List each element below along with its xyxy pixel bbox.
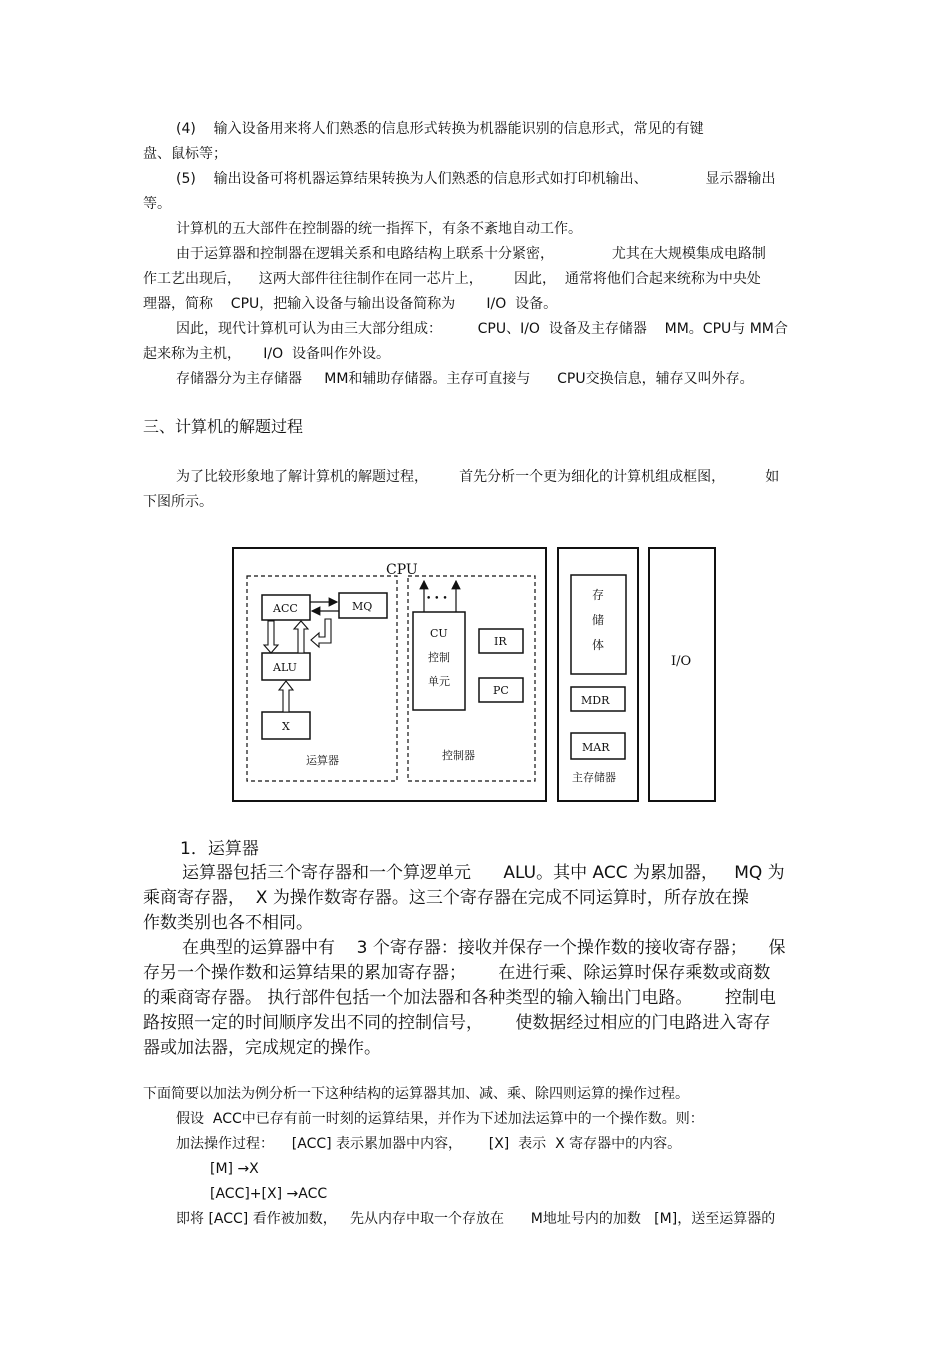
text-line: 起来称为主机， I/O 设备叫作外设。: [143, 346, 391, 362]
cu-label-3: 单元: [428, 675, 450, 688]
subsection-heading: 1．运算器: [180, 839, 259, 859]
text-line: 的乘商寄存器。 执行部件包括一个加法器和各种类型的输入输出门电路。 控制电: [143, 988, 776, 1008]
text-line: 运算器包括三个寄存器和一个算逻单元 ALU。其中 ACC 为累加器， MQ 为: [182, 863, 785, 883]
text-line: 存另一个操作数和运算结果的累加寄存器； 在进行乘、除运算时保存乘数或商数: [143, 963, 771, 983]
text-line: 在典型的运算器中有 3 个寄存器：接收并保存一个操作数的接收寄存器； 保: [182, 938, 786, 958]
x-label: X: [282, 720, 290, 733]
cpu-label: CPU: [386, 562, 418, 578]
text-line: 假设 ACC中已存有前一时刻的运算结果，并作为下述加法运算中的一个操作数。则：: [176, 1111, 704, 1127]
main-memory-label: 主存储器: [572, 771, 616, 784]
text-line: 乘商寄存器， X 为操作数寄存器。这三个寄存器在完成不同运算时，所存放在操: [143, 888, 749, 908]
text-line: 即将 [ACC] 看作被加数， 先从内存中取一个存放在 M地址号内的加数 [M]，送至运算器的: [176, 1211, 776, 1227]
text-line: 下面简要以加法为例分析一下这种结构的运算器其加、减、乘、除四则运算的操作过程。: [143, 1086, 689, 1102]
text-line: 存储器分为主存储器 MM和辅助存储器。主存可直接与 CPU交换信息，辅存又叫外存。: [176, 371, 754, 387]
cu-label-2: 控制: [428, 651, 450, 664]
text-line: 器或加法器，完成规定的操作。: [143, 1038, 381, 1058]
cu-label-1: CU: [430, 627, 448, 640]
control-unit-label: 控制器: [442, 749, 475, 762]
control-dots: • • •: [426, 594, 448, 604]
io-box: [649, 548, 715, 801]
section-heading: 三、计算机的解题过程: [143, 417, 304, 436]
text-line: 因此，现代计算机可认为由三大部分组成： CPU、I/O 设备及主存储器 MM。CPU与 MM合: [176, 321, 788, 337]
text-line: 由于运算器和控制器在逻辑关系和电路结构上联系十分紧密， 尤其在大规模集成电路制: [176, 246, 766, 262]
text-line: 加法操作过程： [ACC] 表示累加器中内容， [X] 表示 X 寄存器中的内容。: [176, 1136, 682, 1152]
memory-body-label-2: 储: [592, 613, 605, 627]
formula-line: [M] →X: [210, 1161, 259, 1177]
text-line: 路按照一定的时间顺序发出不同的控制信号， 使数据经过相应的门电路进入寄存: [143, 1013, 771, 1033]
mdr-label: MDR: [581, 694, 610, 707]
text-line: 作数类别也各不相同。: [143, 913, 313, 933]
text-line: 理器，简称 CPU，把输入设备与输出设备简称为 I/O 设备。: [143, 296, 558, 312]
acc-label: ACC: [273, 602, 298, 615]
text-line: 下图所示。: [143, 494, 213, 510]
text-line: 计算机的五大部件在控制器的统一指挥下，有条不紊地自动工作。: [176, 221, 582, 237]
memory-body-label-3: 体: [592, 638, 605, 652]
pc-label: PC: [493, 684, 509, 697]
formula-line: [ACC]+[X] →ACC: [210, 1186, 328, 1202]
computer-block-diagram: [230, 545, 720, 807]
text-line: 等。: [143, 196, 171, 212]
ir-label: IR: [494, 635, 507, 648]
text-line: (5) 输出设备可将机器运算结果转换为人们熟悉的信息形式如打印机输出、 显示器输出: [176, 171, 776, 187]
text-line: 为了比较形象地了解计算机的解题过程， 首先分析一个更为细化的计算机组成框图， 如: [176, 469, 780, 485]
text-line: (4) 输入设备用来将人们熟悉的信息形式转换为机器能识别的信息形式，常见的有键: [176, 121, 704, 137]
mq-label: MQ: [352, 600, 373, 613]
io-label: I/O: [671, 654, 692, 669]
alu-unit-label: 运算器: [306, 754, 339, 767]
alu-label: ALU: [273, 661, 297, 674]
memory-body-label-1: 存: [592, 588, 605, 602]
text-line: 作工艺出现后， 这两大部件往往制作在同一芯片上， 因此， 通常将他们合起来统称为中央处: [143, 271, 761, 287]
mar-label: MAR: [582, 741, 610, 754]
text-line: 盘、鼠标等；: [143, 146, 227, 162]
